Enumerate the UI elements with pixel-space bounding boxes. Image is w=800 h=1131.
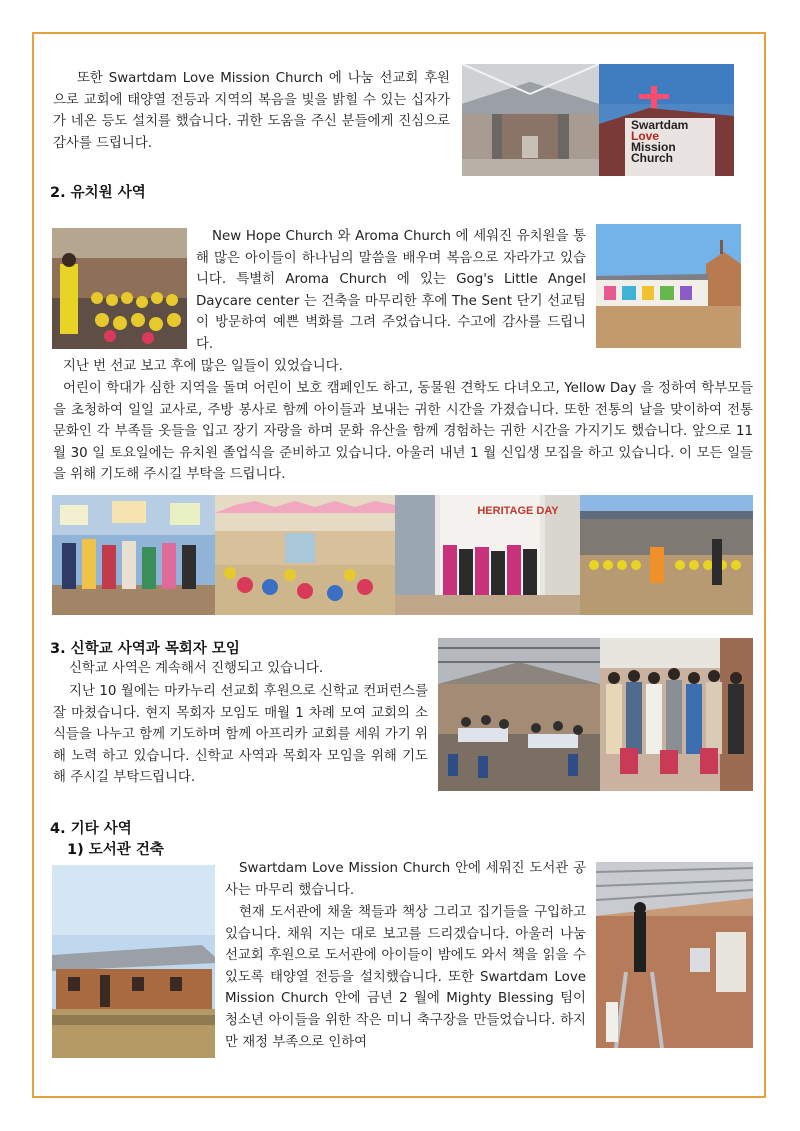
heritage-day-photo bbox=[395, 495, 580, 615]
heritage-day-sign: HERITAGE DAY bbox=[477, 505, 559, 517]
section2-paragraph-1: New Hope Church 와 Aroma Church 에 세워진 유치원을 통해 많은 아이들이 하나님의 말씀을 배우며 복음으로 자라가고 있습니다. 특별히 Aroma Church 에 있는 Gog's Little Angel Daycare center 는 건축을 마무리한 후에 The Sent 단기 선교팀이 방문하여 예쁜 벽화를 그려 주었습니다. 수고에 감사를 드립니다. bbox=[196, 229, 586, 352]
conference-hall-photo bbox=[438, 638, 600, 791]
church-sign-text bbox=[631, 120, 715, 164]
pastors-group-photo bbox=[600, 638, 753, 791]
section2-paragraph-3: 어린이 학대가 심한 지역을 돌며 어린이 보호 캠페인도 하고, 동물원 견학도 다녀오고, Yellow Day 을 정하여 학부모들을 초청하여 일일 교사로, 주방 봉사로 함께 아이들과 보내는 귀한 시간을 가졌습니다. 또한 전통의 날을 맞이하여 전통 문화인 각 부족들 옷들을 입고 장기 자랑을 하며 문화 유산을 함께 경험하는 귀한 시간을 가지기도 했습니다. 앞으로 11 월 30 일 토요일에는 유치원 졸업식을 준비하고 있습니다. 아울러 내년 1 월 신입생 모집을 하고 있습니다. 이 모든 일들을 위해 기도해 주시길 부탁을 드립니다. bbox=[53, 381, 753, 483]
intro-paragraph: 또한 Swartdam Love Mission Church 에 나눔 선교회 후원으로 교회에 태양열 전등과 지역의 복음을 빛을 밝힐 수 있는 십자가가 네온 등도 설치를 했습니다. 귀한 도움을 주신 분들에게 진심으로 감사를 드립니다. bbox=[53, 71, 450, 151]
sign-line-4: Church bbox=[631, 151, 673, 165]
section2-paragraph-2: 지난 번 선교 보고 후에 많은 일들이 있었습니다. bbox=[63, 359, 343, 374]
daycare-building-photo bbox=[596, 224, 741, 348]
section3-paragraph-1: 신학교 사역은 계속해서 진행되고 있습니다. bbox=[69, 661, 324, 676]
section4-heading: 4. 기타 사역 bbox=[50, 821, 132, 837]
section3-heading: 3. 신학교 사역과 목회자 모임 bbox=[50, 641, 240, 657]
solar-light-install-photo bbox=[596, 862, 753, 1048]
library-building-photo bbox=[52, 865, 215, 1058]
yellow-day-photo bbox=[580, 495, 753, 615]
sign-line-3: Mission bbox=[631, 140, 676, 154]
church-interior-photo bbox=[462, 64, 599, 176]
campaign-children-photo bbox=[52, 495, 215, 615]
section3-paragraph-2: 지난 10 월에는 마카누리 선교회 후원으로 신학교 컨퍼런스를 잘 마쳤습니다. 현지 목회자 모임도 매월 1 차례 모여 교회의 소식들을 나누고 함께 기도하며 함께 아프리카 교회를 세워 가기 위해 노력 하고 있습니다. 신학교 사역과 목회자 모임을 위해 기도해 주시길 부탁드립니다. bbox=[53, 684, 428, 786]
section4-paragraph-2: 현재 도서관에 채울 책들과 책상 그리고 집기들을 구입하고 있습니다. 채워 지는 대로 보고를 드리겠습니다. 아울러 나눔 선교회 후원으로 도서관에 아이들이 밤에도 와서 책을 읽을 수 있도록 태양열 전등을 설치했습니다. 또한 Swartdam Love Mission Church 안에 금년 2 월에 Mighty Blessing 팀이 청소년 아이들을 위한 작은 미니 축구장을 만들었습니다. 하지만 재정 부족으로 인하여 bbox=[225, 905, 586, 1050]
section2-heading: 2. 유치원 사역 bbox=[50, 185, 146, 201]
church-sign-photo bbox=[599, 64, 734, 176]
section4-subheading: 1) 도서관 건축 bbox=[67, 842, 164, 858]
sign-line-2: Love bbox=[631, 129, 660, 143]
sign-line-1: Swartdam bbox=[631, 118, 689, 132]
classroom-photo bbox=[215, 495, 395, 615]
section4-paragraph-1: Swartdam Love Mission Church 안에 세워진 도서관 공사는 마무리 했습니다. bbox=[225, 861, 586, 898]
daycare-children-photo bbox=[52, 228, 187, 349]
